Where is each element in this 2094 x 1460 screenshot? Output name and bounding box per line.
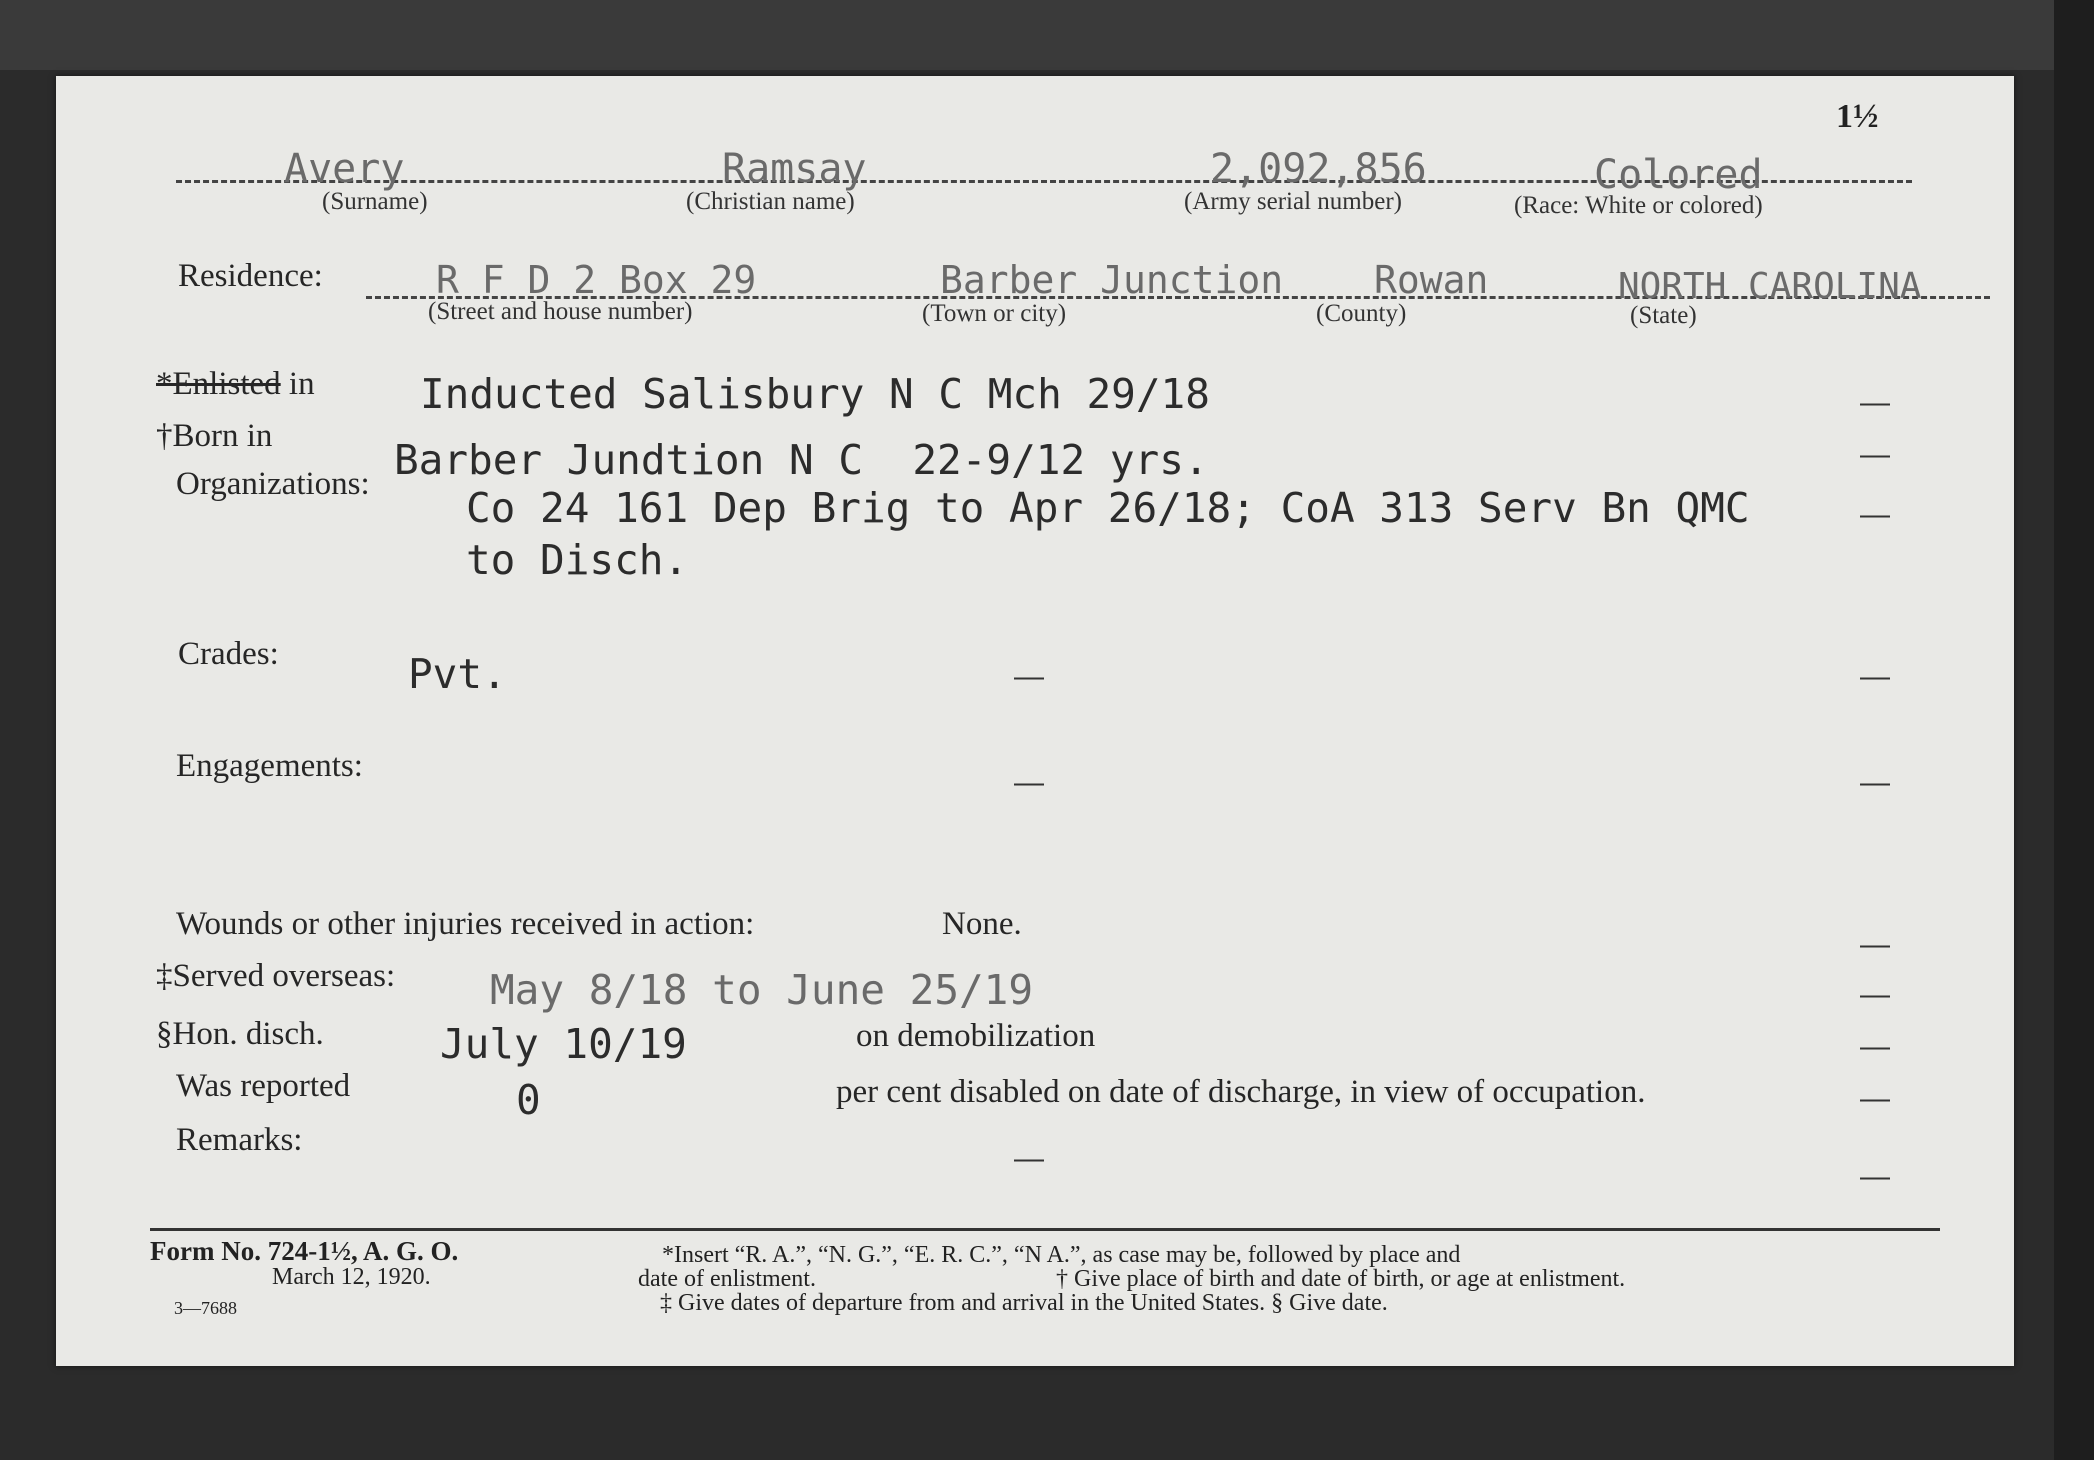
hon-disch-value: July 10/19: [440, 1020, 687, 1068]
footer-note-3: ‡ Give dates of departure from and arrival in the United States. § Give date.: [660, 1290, 1388, 1316]
scan-background-top: [0, 0, 2094, 70]
organizations-line-2: to Disch.: [466, 536, 689, 584]
grades-dash: —: [1860, 660, 1890, 693]
engagements-label: Engagements:: [176, 748, 363, 784]
remarks-label: Remarks:: [176, 1122, 303, 1158]
remarks-mid-dash: —: [1014, 1142, 1044, 1175]
overseas-value: May 8/18 to June 25/19: [490, 966, 1034, 1014]
county-caption: (County): [1316, 300, 1407, 327]
reported-label: Was reported: [176, 1068, 351, 1104]
reported-suffix: per cent disabled on date of discharge, in view of occupation.: [836, 1074, 1646, 1110]
residence-street: R F D 2 Box 29: [436, 258, 757, 302]
enlisted-struck-word: *Enlisted: [156, 366, 281, 402]
hon-disch-suffix: on demobilization: [856, 1018, 1096, 1054]
town-caption: (Town or city): [922, 300, 1067, 327]
organizations-label: Organizations:: [176, 466, 370, 502]
corner-mark: 1½: [1836, 98, 1879, 135]
enlisted-in-word: in: [288, 366, 315, 402]
enlisted-label: [156, 366, 315, 403]
grades-mid-dash: —: [1014, 660, 1044, 693]
service-record-card: [56, 76, 2014, 1366]
christian-name-caption: (Christian name): [686, 188, 855, 215]
reported-dash: —: [1860, 1082, 1890, 1115]
reported-value: 0: [516, 1076, 541, 1124]
wounds-dash: —: [1860, 928, 1890, 961]
serial-caption: (Army serial number): [1184, 188, 1402, 215]
race-caption: (Race: White or colored): [1514, 192, 1763, 219]
grades-value: Pvt.: [408, 650, 507, 698]
born-label: †Born in: [156, 418, 273, 454]
scan-background-right: [2054, 0, 2094, 1460]
race-value: Colored: [1594, 152, 1763, 198]
residence-town: Barber Junction: [940, 258, 1284, 302]
born-dash: —: [1860, 438, 1890, 471]
street-caption: (Street and house number): [428, 298, 693, 325]
footer-note-1: *Insert “R. A.”, “N. G.”, “E. R. C.”, “N A.”, as case may be, followed by place and: [662, 1242, 1461, 1268]
hon-disch-label: §Hon. disch.: [156, 1016, 324, 1052]
overseas-dash: —: [1860, 978, 1890, 1011]
state-caption: (State): [1630, 302, 1697, 329]
hon-disch-dash: —: [1860, 1030, 1890, 1063]
remarks-dash: —: [1860, 1160, 1890, 1193]
organizations-line-1: Co 24 161 Dep Brig to Apr 26/18; CoA 313 Serv Bn QMC: [466, 484, 1750, 532]
christian-name-value: Ramsay: [722, 146, 867, 192]
footer-rule: [150, 1228, 1940, 1231]
form-number: Form No. 724-1½, A. G. O.: [150, 1236, 459, 1266]
footer-note-2b: † Give place of birth and date of birth, or age at enlistment.: [1056, 1266, 1626, 1292]
enlisted-value: Inducted Salisbury N C Mch 29/18: [420, 370, 1210, 418]
engagements-dash: —: [1860, 766, 1890, 799]
residence-state: NORTH CAROLINA: [1618, 266, 1922, 307]
surname-caption: (Surname): [322, 188, 428, 215]
residence-label: Residence:: [178, 258, 323, 294]
organizations-dash: —: [1860, 498, 1890, 531]
engagements-mid-dash: —: [1014, 766, 1044, 799]
enlisted-dash: —: [1860, 386, 1890, 419]
born-value: Barber Jundtion N C 22-9/12 yrs.: [394, 436, 1209, 484]
serial-value: 2,092,856: [1210, 146, 1427, 192]
residence-county: Rowan: [1374, 258, 1489, 302]
surname-value: Avery: [284, 146, 405, 192]
wounds-value: None.: [942, 906, 1022, 942]
footer-note-2a: date of enlistment.: [638, 1266, 816, 1292]
wounds-label: Wounds or other injuries received in action:: [176, 906, 755, 942]
grades-label: Crades:: [178, 636, 279, 672]
form-code: 3—7688: [174, 1298, 237, 1318]
form-date: March 12, 1920.: [272, 1264, 431, 1290]
overseas-label: ‡Served overseas:: [156, 958, 396, 994]
